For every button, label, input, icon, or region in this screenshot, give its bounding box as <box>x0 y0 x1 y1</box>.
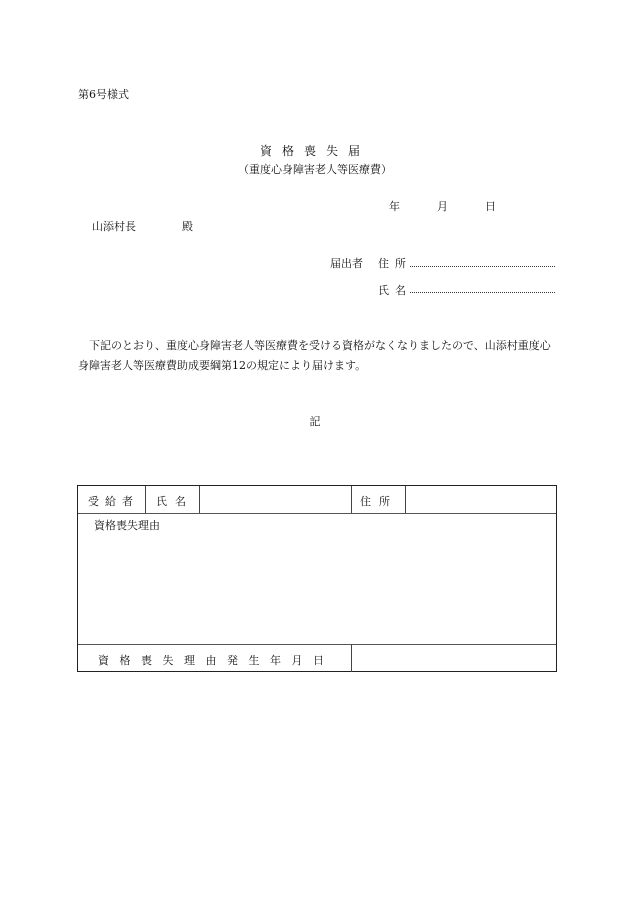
form-number: 第6号様式 <box>78 88 129 101</box>
notifier-label: 届出者 <box>330 257 363 270</box>
date-day-label: 日 <box>485 200 496 213</box>
notifier-address-label: 住所 <box>378 257 412 270</box>
recipient-address-field[interactable] <box>406 486 556 513</box>
table-col-divider <box>145 486 146 513</box>
notifier-name-field[interactable] <box>410 292 555 293</box>
reason-date-label: 資格喪失理由発生年月日 <box>98 654 335 667</box>
document-subtitle: （重度心身障害老人等医療費） <box>238 163 392 176</box>
addressee-honorific: 殿 <box>182 220 193 233</box>
body-paragraph: 下記のとおり、重度心身障害老人等医療費を受ける資格がなくなりましたので、山添村重度心身障害老人等医療費助成要綱第12の規定により届けます。 <box>78 339 551 372</box>
addressee-name: 山添村長 <box>92 220 136 233</box>
ki-heading: 記 <box>309 415 321 428</box>
recipient-name-field[interactable] <box>200 486 350 513</box>
notifier-address-field[interactable] <box>410 266 555 267</box>
recipient-address-label: 住所 <box>360 495 398 508</box>
table-col-divider <box>351 486 352 513</box>
document-title: 資格喪失届 <box>259 144 370 158</box>
loss-of-eligibility-table <box>77 485 557 672</box>
notifier-name-label: 氏名 <box>378 284 412 297</box>
reason-date-field[interactable] <box>352 645 556 672</box>
reason-label: 資格喪失理由 <box>94 519 160 532</box>
table-row-divider <box>78 513 556 514</box>
date-month-label: 月 <box>437 200 448 213</box>
recipient-label: 受給者 <box>88 495 139 508</box>
recipient-name-label: 氏名 <box>156 495 194 508</box>
reason-field[interactable] <box>78 532 556 642</box>
date-year-label: 年 <box>389 200 400 213</box>
